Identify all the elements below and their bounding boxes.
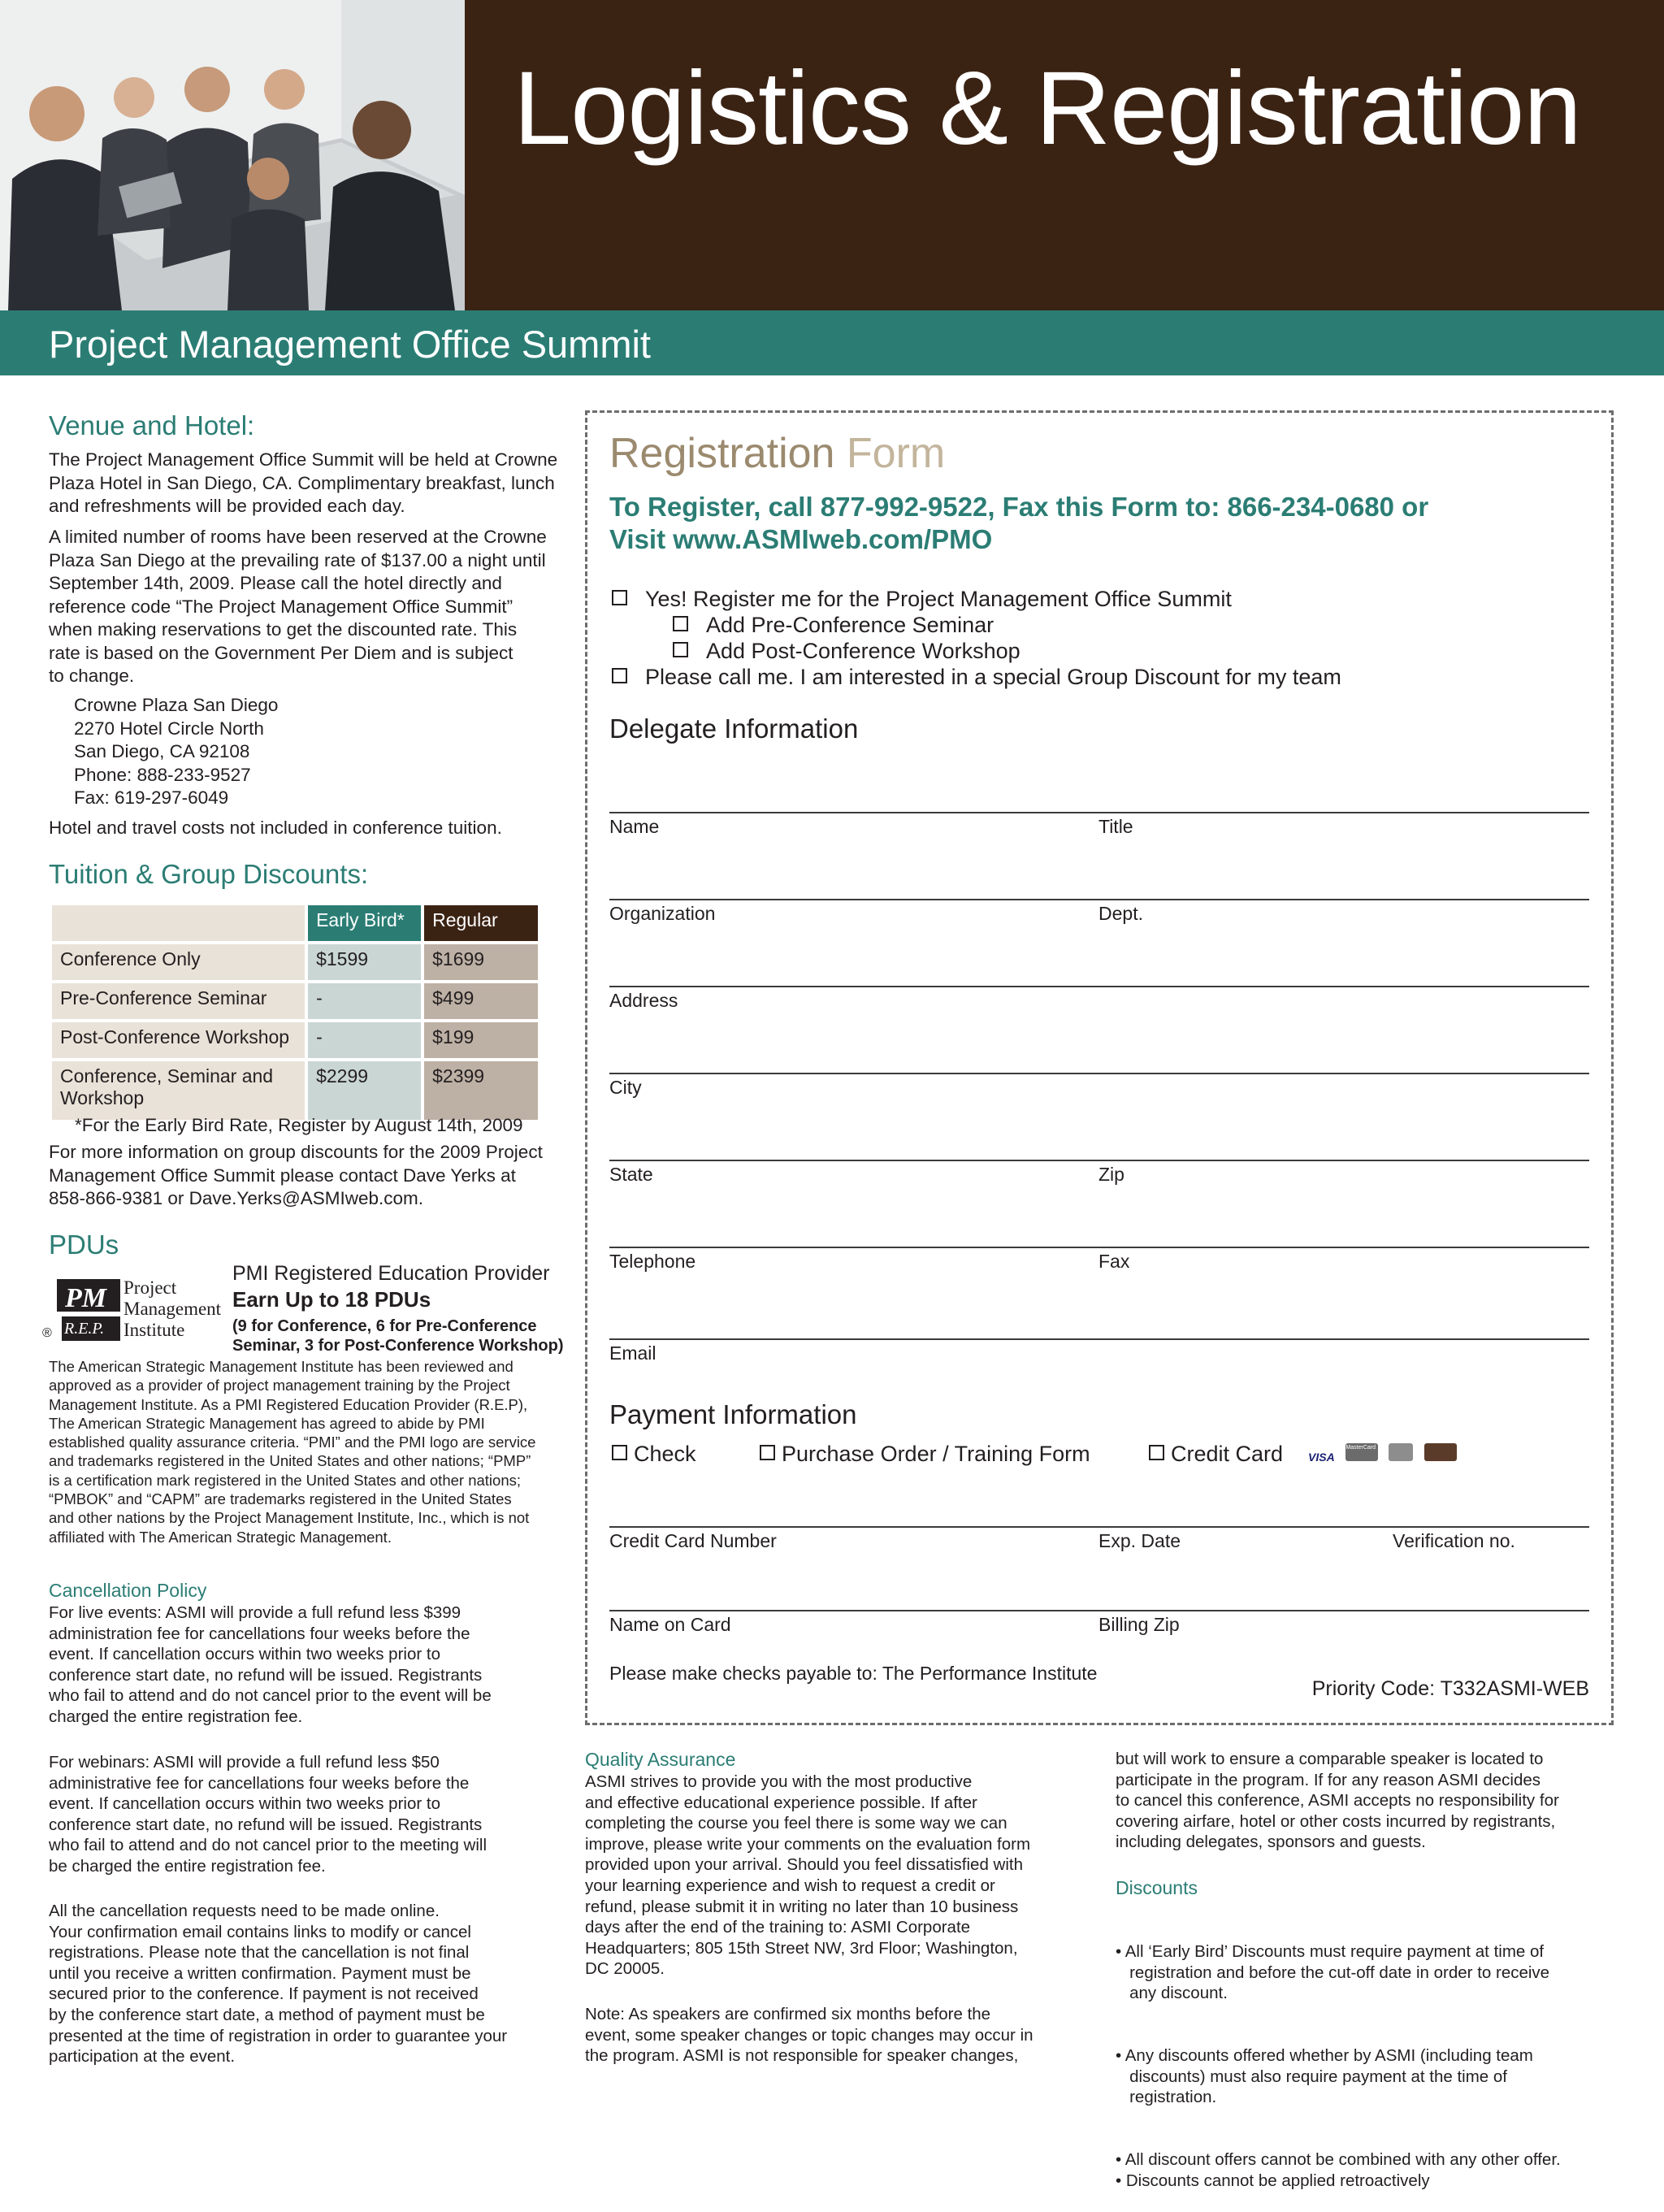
- cancellation-webinars: For webinars: ASMI will provide a full refund less $50 administrative fee for cancellations four weeks before the event. If cancellation occurs within two weeks prior to conference start date, no refund will be issued. Registrants who fail to attend and do not cancel prior to the meeting will be charged the entire registration fee.: [49, 1753, 488, 1876]
- email-label: Email: [609, 1342, 656, 1364]
- pdus-heading: PDUs: [49, 1230, 119, 1260]
- logo-rep: R.E.P.: [64, 1320, 105, 1338]
- name-title-line[interactable]: [609, 812, 1589, 813]
- cancellation-online: All the cancellation requests need to be made online. Your confirmation email contains links to modify or cancel registrations. Please note that the cancellation is not final until you receive a written confirmation. Payment must be secured prior to the conference. If payment is not received by the conference start date, a method of payment must be presented at the time of registration in order to guarantee your participation at the event.: [49, 1902, 508, 2067]
- organization-line[interactable]: [609, 899, 1589, 900]
- hotel-note: Hotel and travel costs not included in conference tuition.: [49, 818, 502, 838]
- table-cell: Pre-Conference Seminar: [52, 983, 305, 1019]
- exp-date-label: Exp. Date: [1098, 1530, 1181, 1551]
- address-label: Address: [609, 990, 678, 1011]
- table-cell: $2299: [308, 1061, 421, 1120]
- table-cell: $2399: [424, 1061, 538, 1120]
- table-cell: Conference Only: [52, 944, 305, 980]
- early-bird-footnote: *For the Early Bird Rate, Register by August 14th, 2009: [75, 1115, 523, 1135]
- state-label: State: [609, 1164, 653, 1185]
- table-row: [52, 983, 538, 1019]
- tuition-table: [49, 902, 541, 1123]
- cancellation-heading: Cancellation Policy: [49, 1580, 207, 1601]
- delegate-heading: Delegate Information: [609, 713, 859, 744]
- table-row: [52, 1022, 538, 1058]
- table-row: [52, 1061, 538, 1120]
- email-line[interactable]: [609, 1338, 1589, 1340]
- fax-label: Fax: [1098, 1251, 1130, 1272]
- checkbox[interactable]: [612, 590, 627, 605]
- page-title: Logistics & Registration: [514, 50, 1581, 167]
- speaker-note-continued: but will work to ensure a comparable speaker is located to participate in the program. If for any reason ASMI decides to cancel this conference, ASMI accepts no responsibility for covering airfare, hotel or other costs incurred by registrants, including delegates, sponsors and guests.: [1116, 1750, 1559, 1852]
- hotel-address: Crowne Plaza San Diego 2270 Hotel Circle North San Diego, CA 92108 Phone: 888-233-9527 Fax: 619-297-6049: [74, 695, 279, 808]
- quality-heading: Quality Assurance: [585, 1749, 736, 1770]
- city-line[interactable]: [609, 1073, 1589, 1074]
- table-row: [52, 944, 538, 980]
- cc-number-label: Credit Card Number: [609, 1530, 777, 1551]
- table-cell: $199: [424, 1022, 538, 1058]
- credit-card-line[interactable]: [609, 1526, 1589, 1528]
- checks-note: Please make checks payable to: The Performance Institute: [609, 1663, 1098, 1684]
- register-contact: To Register, call 877-992-9522, Fax this Form to: 866-234-0680 or Visit www.ASMIweb.com/PMO: [609, 492, 1429, 554]
- pdus-detail: (9 for Conference, 6 for Pre-Conference Seminar, 3 for Post-Conference Workshop): [232, 1317, 564, 1355]
- payment-credit-card[interactable]: Credit Card: [1149, 1442, 1283, 1467]
- checkbox[interactable]: [673, 616, 688, 631]
- state-zip-line[interactable]: [609, 1160, 1589, 1161]
- logo-text: Project Management Institute: [124, 1277, 222, 1340]
- billing-zip-label: Billing Zip: [1098, 1614, 1180, 1635]
- table-cell: Post-Conference Workshop: [52, 1022, 305, 1058]
- form-title-b: Form: [846, 430, 946, 477]
- venue-paragraph-2: A limited number of rooms have been reserved at the Crowne Plaza San Diego at the prevailing rate of $137.00 a night until September 14th, 2009. Please call the hotel directly and reference code “The Project Management Office Summit” when making reservations to get the discounted rate. This rate is based on the Government Per Diem and is subject to change.: [49, 527, 547, 686]
- pmi-legal-text: The American Strategic Management Institute has been reviewed and approved as a provider of project management training by the Project Management Institute. As a PMI Registered Education Provider (R.E.P), The American Strategic Management has agreed to abide by PMI established quality assurance criteria. “PMI” and the PMI logo are service and trademarks registered in the United States and other nations; “PMP” is a certification mark registered in the United States and other nations; “PMBOK” and “CAPM” are trademarks registered in the United States and other nations by the Project Management Institute, Inc., which is not affiliated with The American Strategic Management.: [49, 1358, 536, 1546]
- option-post-conference[interactable]: Add Post-Conference Workshop: [673, 639, 1020, 664]
- amex-icon: [1389, 1443, 1413, 1461]
- address-line[interactable]: [609, 986, 1589, 987]
- page-subtitle: Project Management Office Summit: [49, 323, 651, 366]
- payment-purchase-order[interactable]: Purchase Order / Training Form: [760, 1442, 1090, 1467]
- checkbox[interactable]: [612, 1445, 627, 1460]
- svg-text:PM: PM: [65, 1283, 106, 1313]
- city-label: City: [609, 1077, 642, 1098]
- payment-check[interactable]: Check: [612, 1442, 696, 1467]
- venue-paragraph-1: The Project Management Office Summit will be held at Crowne Plaza Hotel in San Diego, CA. Complimentary breakfast, lunch and refreshments will be provided each day.: [49, 449, 558, 516]
- option-pre-conference[interactable]: Add Pre-Conference Seminar: [673, 613, 994, 638]
- organization-label: Organization: [609, 903, 716, 924]
- meeting-photo-illustration: [0, 0, 465, 310]
- name-on-card-label: Name on Card: [609, 1614, 731, 1635]
- table-cell: -: [308, 983, 421, 1019]
- table-header-cell: Regular: [424, 905, 538, 941]
- speaker-note: Note: As speakers are confirmed six months before the event, some speaker changes or topic changes may occur in the program. ASMI is not responsible for speaker changes,: [585, 2005, 1034, 2066]
- pmi-provider-title: PMI Registered Education Provider: [232, 1262, 550, 1285]
- table-header-cell: [52, 905, 305, 941]
- venue-heading: Venue and Hotel:: [49, 410, 255, 440]
- discounts-heading: Discounts: [1116, 1877, 1198, 1898]
- option-group-discount[interactable]: Please call me. I am interested in a special Group Discount for my team: [612, 665, 1341, 690]
- title-label: Title: [1098, 816, 1133, 837]
- discover-icon: [1424, 1443, 1457, 1461]
- checkbox[interactable]: [673, 642, 688, 657]
- pdus-earn: Earn Up to 18 PDUs: [232, 1287, 431, 1312]
- table-header-cell: Early Bird*: [308, 905, 421, 941]
- table-cell: $1699: [424, 944, 538, 980]
- logo-registered-mark: ®: [42, 1326, 52, 1340]
- group-discount-info: For more information on group discounts for the 2009 Project Management Office Summit please contact Dave Yerks at 858-866-9381 or Dave.Yerks@ASMIweb.com.: [49, 1142, 543, 1208]
- discounts-list: • All ‘Early Bird’ Discounts must require payment at time of registration and before the cut-off date in order to receive any discount. • Any discounts offered whether by ASMI (including team discounts) must also require payment at the time of registration. • All discount offers cannot be combined with any other offer. • Discounts cannot be applied retroactively: [1116, 1942, 1561, 2190]
- form-title-a: Registration: [609, 430, 835, 477]
- checkbox[interactable]: [612, 668, 627, 683]
- verification-label: Verification no.: [1393, 1530, 1515, 1551]
- dept-label: Dept.: [1098, 903, 1143, 924]
- table-cell: $1599: [308, 944, 421, 980]
- telephone-label: Telephone: [609, 1251, 696, 1272]
- header-photo: [0, 0, 465, 310]
- table-cell: Conference, Seminar and Workshop: [52, 1061, 305, 1120]
- card-logos: [1308, 1443, 1457, 1468]
- checkbox[interactable]: [760, 1445, 775, 1460]
- payment-heading: Payment Information: [609, 1399, 857, 1429]
- table-header-row: [52, 905, 538, 941]
- option-register[interactable]: Yes! Register me for the Project Management Office Summit: [612, 587, 1232, 612]
- priority-code: Priority Code: T332ASMI-WEB: [1311, 1677, 1589, 1700]
- form-title: [609, 429, 945, 478]
- table-cell: -: [308, 1022, 421, 1058]
- checkbox[interactable]: [1149, 1445, 1164, 1460]
- mastercard-icon: MasterCard: [1346, 1443, 1378, 1461]
- tuition-heading: Tuition & Group Discounts:: [49, 859, 369, 889]
- zip-label: Zip: [1098, 1164, 1124, 1185]
- telephone-fax-line[interactable]: [609, 1247, 1589, 1248]
- pmi-rep-logo: [42, 1274, 223, 1346]
- name-label: Name: [609, 816, 660, 837]
- quality-paragraph: ASMI strives to provide you with the most productive and effective educational experience possible. If after completing the course you feel there is some way we can improve, please write your comments on the evaluation form provided upon your arrival. Should you feel dissatisfied with your learning experience and wish to request a credit or refund, please submit it in writing no later than 10 business days after the end of the training to: ASMI Corporate Headquarters; 805 15th Street NW, 3rd Floor; Washington, DC 20005.: [585, 1772, 1031, 1979]
- visa-icon: VISA: [1308, 1451, 1335, 1464]
- cancellation-live: For live events: ASMI will provide a full refund less $399 administration fee for cancellations four weeks before the event. If cancellation occurs within two weeks prior to conference start date, no refund will be issued. Registrants who fail to attend and do not cancel prior to the event will be charged the entire registration fee.: [49, 1603, 492, 1726]
- table-cell: $499: [424, 983, 538, 1019]
- name-on-card-line[interactable]: [609, 1610, 1589, 1611]
